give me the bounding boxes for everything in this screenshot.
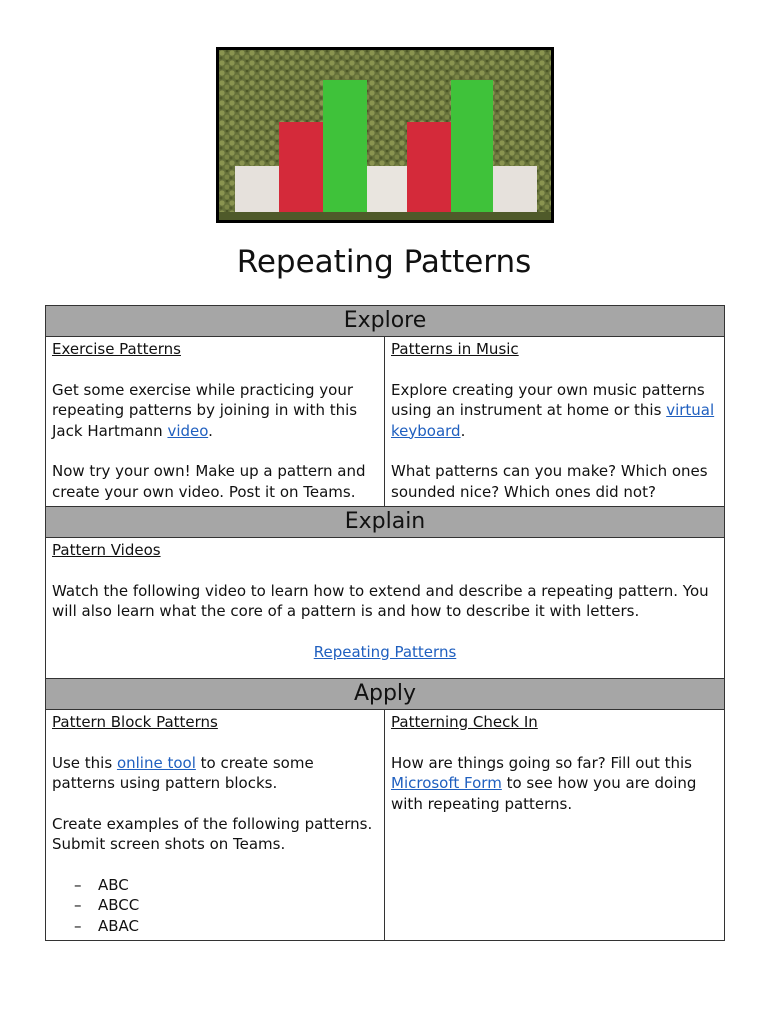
pattern-videos-heading: Pattern Videos [52, 541, 161, 559]
pattern-block-patterns-text: Use this online tool to create some patterns using pattern blocks. [52, 753, 314, 792]
pattern-videos-text: Watch the following video to learn how to extend and describe a repeating pattern. You will also learn what the core of a pattern is and how to describe it with letters. [52, 581, 709, 620]
patterns-in-music-questions: What patterns can you make? Which ones sounded nice? Which ones did not? [391, 462, 708, 501]
pattern-block-patterns-instructions: Create examples of the following patterns. Submit screen shots on Teams. [52, 814, 373, 853]
patterning-check-in-cell [385, 710, 725, 941]
exercise-patterns-cell [46, 337, 385, 507]
exercise-patterns-text: Get some exercise while practicing your repeating patterns by joining in with this Jack Hartmann video. [52, 380, 358, 440]
apply-band: Apply [46, 679, 725, 710]
patterning-check-in-text: How are things going so far? Fill out this Microsoft Form to see how you are doing with repeating patterns. [391, 753, 697, 813]
exercise-patterns-instructions: Now try your own! Make up a pattern and create your own video. Post it on Teams. [52, 462, 366, 501]
pattern-videos-cell [46, 538, 725, 679]
patterns-in-music-cell [385, 337, 725, 507]
explore-band: Explore [46, 306, 725, 337]
online-tool-link[interactable]: online tool [116, 753, 196, 772]
list-item: – ABC [74, 875, 378, 896]
header-photo-blocks [216, 47, 554, 223]
patterning-check-in-heading: Patterning Check In [391, 713, 538, 731]
virtual-keyboard-link[interactable]: virtual keyboard [391, 401, 715, 440]
pattern-examples-list [52, 875, 378, 937]
list-item: – ABAC [74, 916, 378, 937]
pattern-block-patterns-cell [46, 710, 385, 941]
pattern-blocks-image [219, 50, 551, 220]
list-item: – ABCC [74, 895, 378, 916]
explain-band: Explain [46, 507, 725, 538]
repeating-patterns-link[interactable]: Repeating Patterns [313, 642, 457, 661]
activity-table [45, 305, 725, 941]
microsoft-form-link[interactable]: Microsoft Form [391, 774, 502, 792]
pattern-block-patterns-heading: Pattern Block Patterns [52, 713, 218, 731]
exercise-patterns-heading: Exercise Patterns [52, 340, 181, 358]
patterns-in-music-heading: Patterns in Music [391, 340, 519, 358]
video-link[interactable]: video [167, 421, 209, 440]
page-title: Repeating Patterns [236, 244, 532, 280]
patterns-in-music-text: Explore creating your own music patterns using an instrument at home or this virtual keyboard. [391, 380, 715, 440]
